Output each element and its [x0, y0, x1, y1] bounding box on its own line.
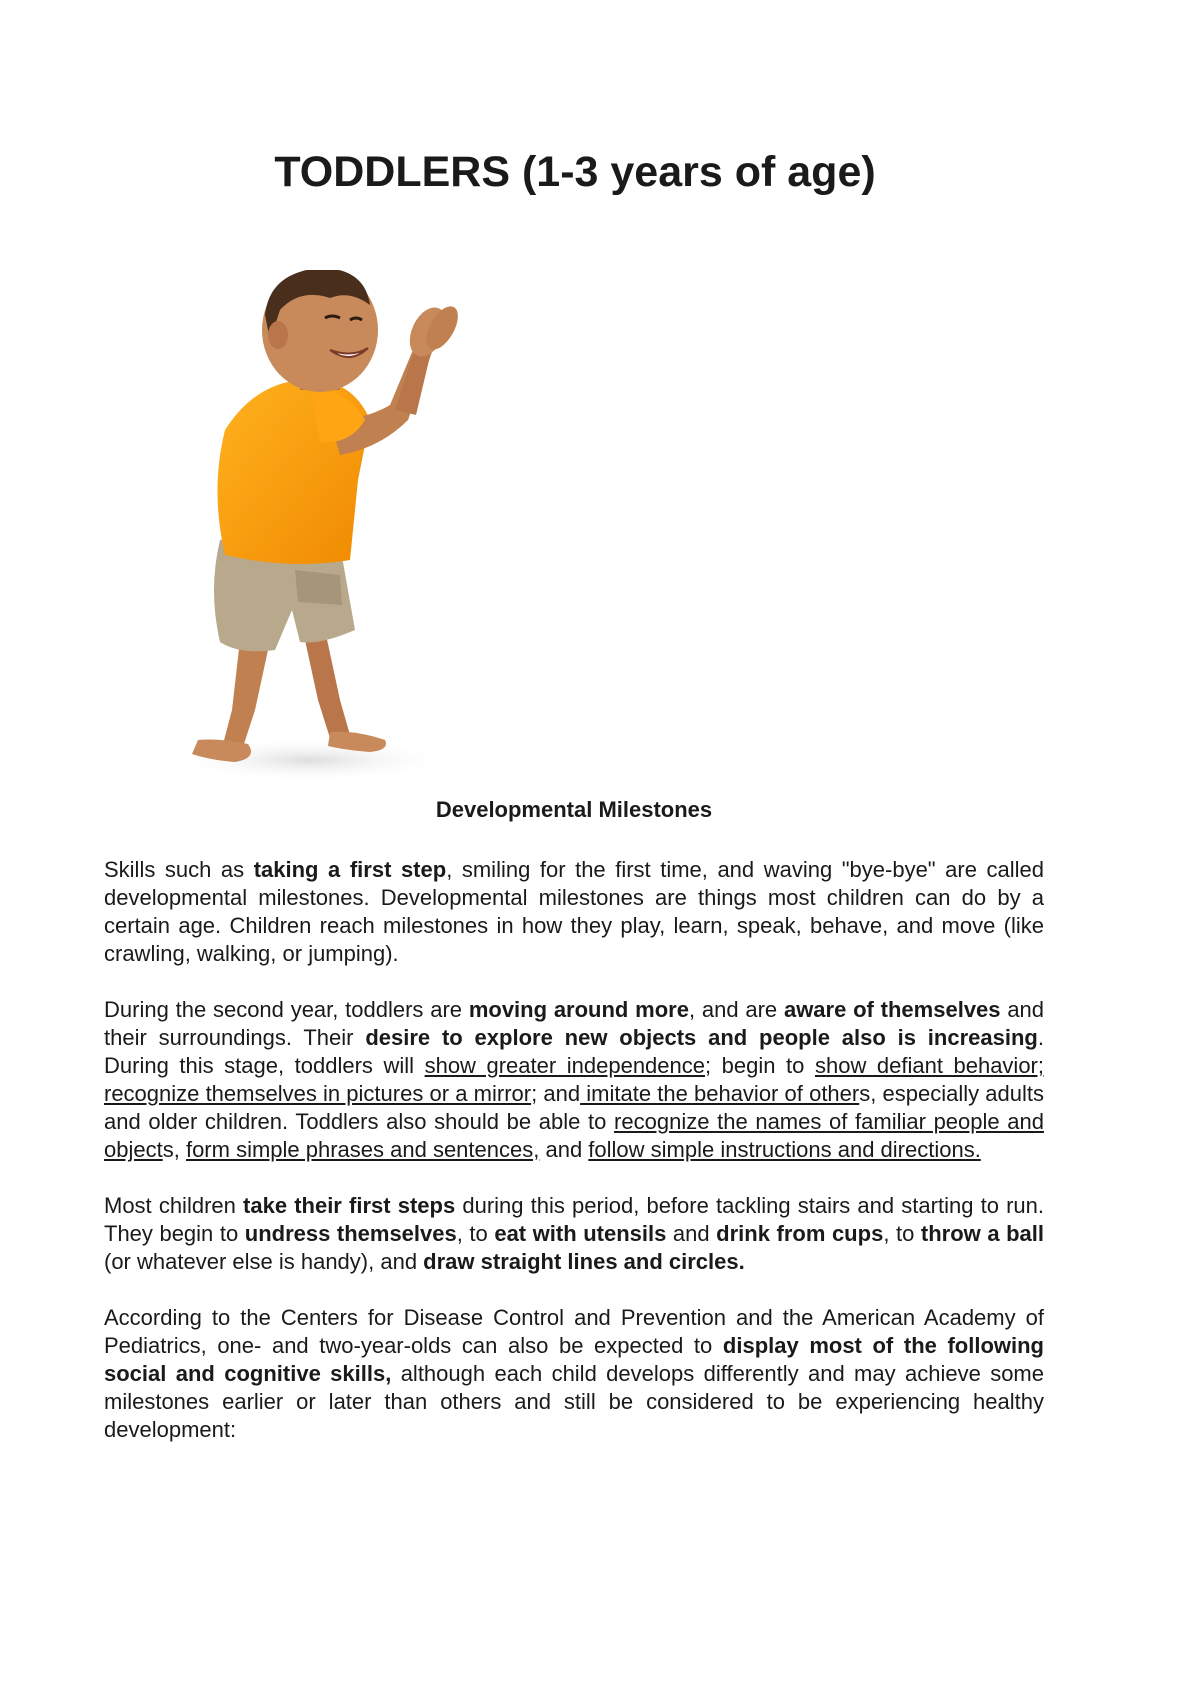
- body-text: , to: [883, 1221, 921, 1246]
- emphasis-text: aware of themselves: [783, 997, 1001, 1022]
- body-text: s, especially adults and older children. Toddlers also should be able to: [104, 1081, 1045, 1134]
- emphasis-text: eat with utensils: [494, 1221, 667, 1246]
- underlined-text: recognize themselves in pictures or a mirror: [104, 1081, 532, 1106]
- paragraph-first-steps: [104, 1192, 1044, 1276]
- body-text: , to: [456, 1221, 495, 1246]
- body-text: during this period, before tackling stairs and starting to run. They begin to: [104, 1193, 1044, 1246]
- underlined-text: imitate the behavior of other: [580, 1081, 860, 1106]
- body-text: (or whatever else is handy), and: [104, 1249, 424, 1274]
- underlined-text: recognize the names of familiar people and object: [104, 1109, 1044, 1162]
- body-text: although each child develops differently and may achieve some milestones earlier or later than others and still be considered to be experiencing healthy development:: [104, 1361, 1044, 1442]
- body-text: Skills such as: [104, 857, 254, 882]
- body-text: During the second year, toddlers are: [104, 997, 469, 1022]
- toddler-clapping-photo: [180, 270, 540, 790]
- paragraph-second-year: [104, 996, 1044, 1164]
- body-text: Most children: [104, 1193, 244, 1218]
- body-text: ; and: [531, 1081, 581, 1106]
- emphasis-text: undress themselves: [244, 1221, 457, 1246]
- body-text: , smiling for the first time, and waving "bye-bye" are called developmental milestones. Developmental milestones are things most children can do by a certain age. Children reach milestones in how they play, learn, speak, behave, and move (like crawling, walking, or jumping).: [104, 857, 1044, 966]
- underlined-text: form simple phrases and sentences,: [185, 1137, 540, 1162]
- emphasis-text: drink from cups: [716, 1221, 884, 1246]
- emphasis-text: desire to explore new objects and people also is increasing: [365, 1025, 1038, 1050]
- paragraph-milestones-intro: [104, 856, 1044, 968]
- emphasis-text: taking a first step: [253, 857, 447, 882]
- section-heading: Developmental Milestones: [435, 797, 713, 822]
- body-text: and: [539, 1137, 589, 1162]
- emphasis-text: display most of the following social and cognitive skills,: [104, 1333, 1044, 1386]
- underlined-text: follow simple instructions and directions.: [588, 1137, 981, 1162]
- paragraph-cdc-aap: [104, 1304, 1044, 1444]
- emphasis-text: throw a ball: [920, 1221, 1045, 1246]
- underlined-text: show defiant behavior;: [814, 1053, 1044, 1078]
- body-text: , and are: [688, 997, 784, 1022]
- body-text: s,: [162, 1137, 186, 1162]
- body-text: and: [666, 1221, 717, 1246]
- article-body: [104, 856, 1044, 1472]
- body-text: and their surroundings. Their: [104, 997, 1045, 1050]
- body-text: . During this stage, toddlers will: [104, 1025, 1044, 1078]
- emphasis-text: moving around more: [468, 997, 689, 1022]
- page-title: TODDLERS (1-3 years of age): [274, 148, 876, 196]
- emphasis-text: take their first steps: [243, 1193, 456, 1218]
- body-text: According to the Centers for Disease Control and Prevention and the American Academy of Pediatrics, one- and two-year-olds can also be expected to: [104, 1305, 1044, 1358]
- emphasis-text: draw straight lines and circles.: [423, 1249, 745, 1274]
- body-text: ; begin to: [705, 1053, 815, 1078]
- underlined-text: show greater independence: [424, 1053, 705, 1078]
